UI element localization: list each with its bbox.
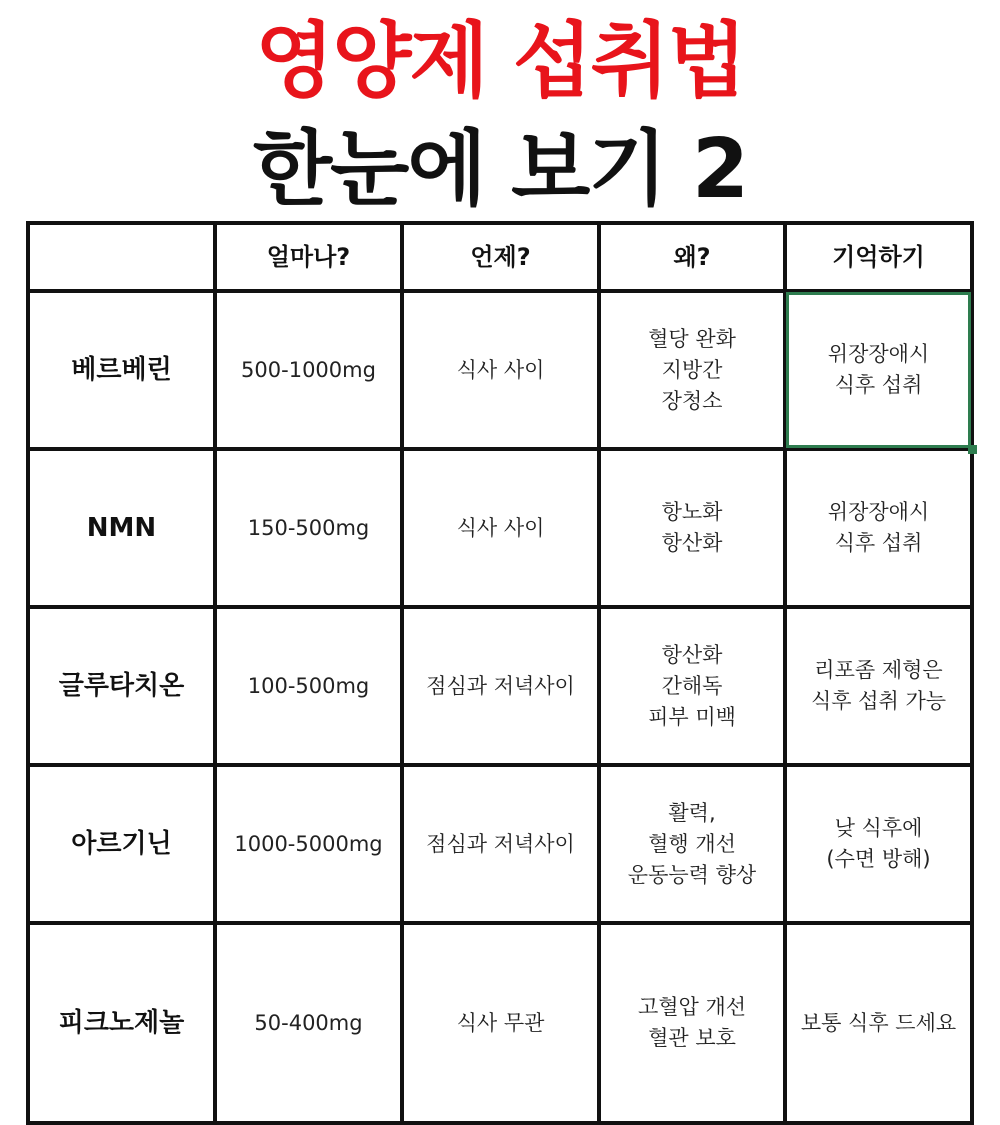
- note-line: 식후 섭취 가능: [810, 689, 947, 713]
- why-line: 항산화: [661, 531, 723, 555]
- page-title: 영양제 섭취법: [255, 14, 745, 109]
- note-line: 리포좀 제형은: [814, 658, 943, 682]
- row-amount: 100-500mg: [217, 609, 404, 767]
- header-why: 왜?: [601, 225, 787, 293]
- row-why: [601, 609, 787, 767]
- row-why: [601, 293, 787, 451]
- why-line: 피부 미백: [648, 704, 736, 729]
- why-line: 혈행 개선: [648, 831, 736, 856]
- note-line: 식후 섭취: [834, 531, 923, 555]
- why-line: 지방간: [661, 357, 723, 382]
- why-line: 간해독: [661, 673, 723, 698]
- row-note-selected-cell[interactable]: [787, 293, 974, 451]
- note-line: 낮 식후에: [834, 816, 923, 840]
- why-line: 혈관 보호: [648, 1026, 736, 1050]
- row-amount: 500-1000mg: [217, 293, 404, 451]
- note-line: 위장장애시: [827, 342, 930, 366]
- page-subtitle: 한눈에 보기 2: [252, 122, 748, 217]
- row-amount: 150-500mg: [217, 451, 404, 609]
- row-amount: 50-400mg: [217, 925, 404, 1125]
- why-line: 운동능력 향상: [627, 862, 757, 887]
- supplement-table: [26, 221, 974, 1125]
- row-when: 점심과 저녁사이: [404, 767, 601, 925]
- why-line: 항산화: [661, 642, 723, 667]
- why-line: 고혈압 개선: [637, 995, 747, 1019]
- row-amount: 1000-5000mg: [217, 767, 404, 925]
- row-note: [787, 925, 974, 1125]
- row-name: 글루타치온: [30, 609, 217, 767]
- note-line: 보통 식후 드세요: [800, 1010, 957, 1035]
- row-when: 점심과 저녁사이: [404, 609, 601, 767]
- note-line: 위장장애시: [827, 500, 930, 524]
- header-remember: 기억하기: [787, 225, 974, 293]
- why-line: 혈당 완화: [648, 326, 736, 351]
- row-why: [601, 925, 787, 1125]
- row-note: [787, 451, 974, 609]
- row-name: NMN: [30, 451, 217, 609]
- row-why: [601, 451, 787, 609]
- row-note: [787, 767, 974, 925]
- header-amount: 얼마나?: [217, 225, 404, 293]
- row-note: [787, 609, 974, 767]
- why-line: 장청소: [661, 388, 723, 413]
- note-line: (수면 방해): [826, 847, 931, 871]
- header-when: 언제?: [404, 225, 601, 293]
- note-line: 식후 섭취: [834, 373, 923, 397]
- row-when: 식사 사이: [404, 451, 601, 609]
- why-line: 항노화: [661, 500, 723, 524]
- row-name: 아르기닌: [30, 767, 217, 925]
- row-when: 식사 사이: [404, 293, 601, 451]
- why-line: 활력,: [668, 800, 716, 825]
- row-why: [601, 767, 787, 925]
- row-when: 식사 무관: [404, 925, 601, 1125]
- row-name: 피크노제놀: [30, 925, 217, 1125]
- row-name: 베르베린: [30, 293, 217, 451]
- header-corner: [30, 225, 217, 293]
